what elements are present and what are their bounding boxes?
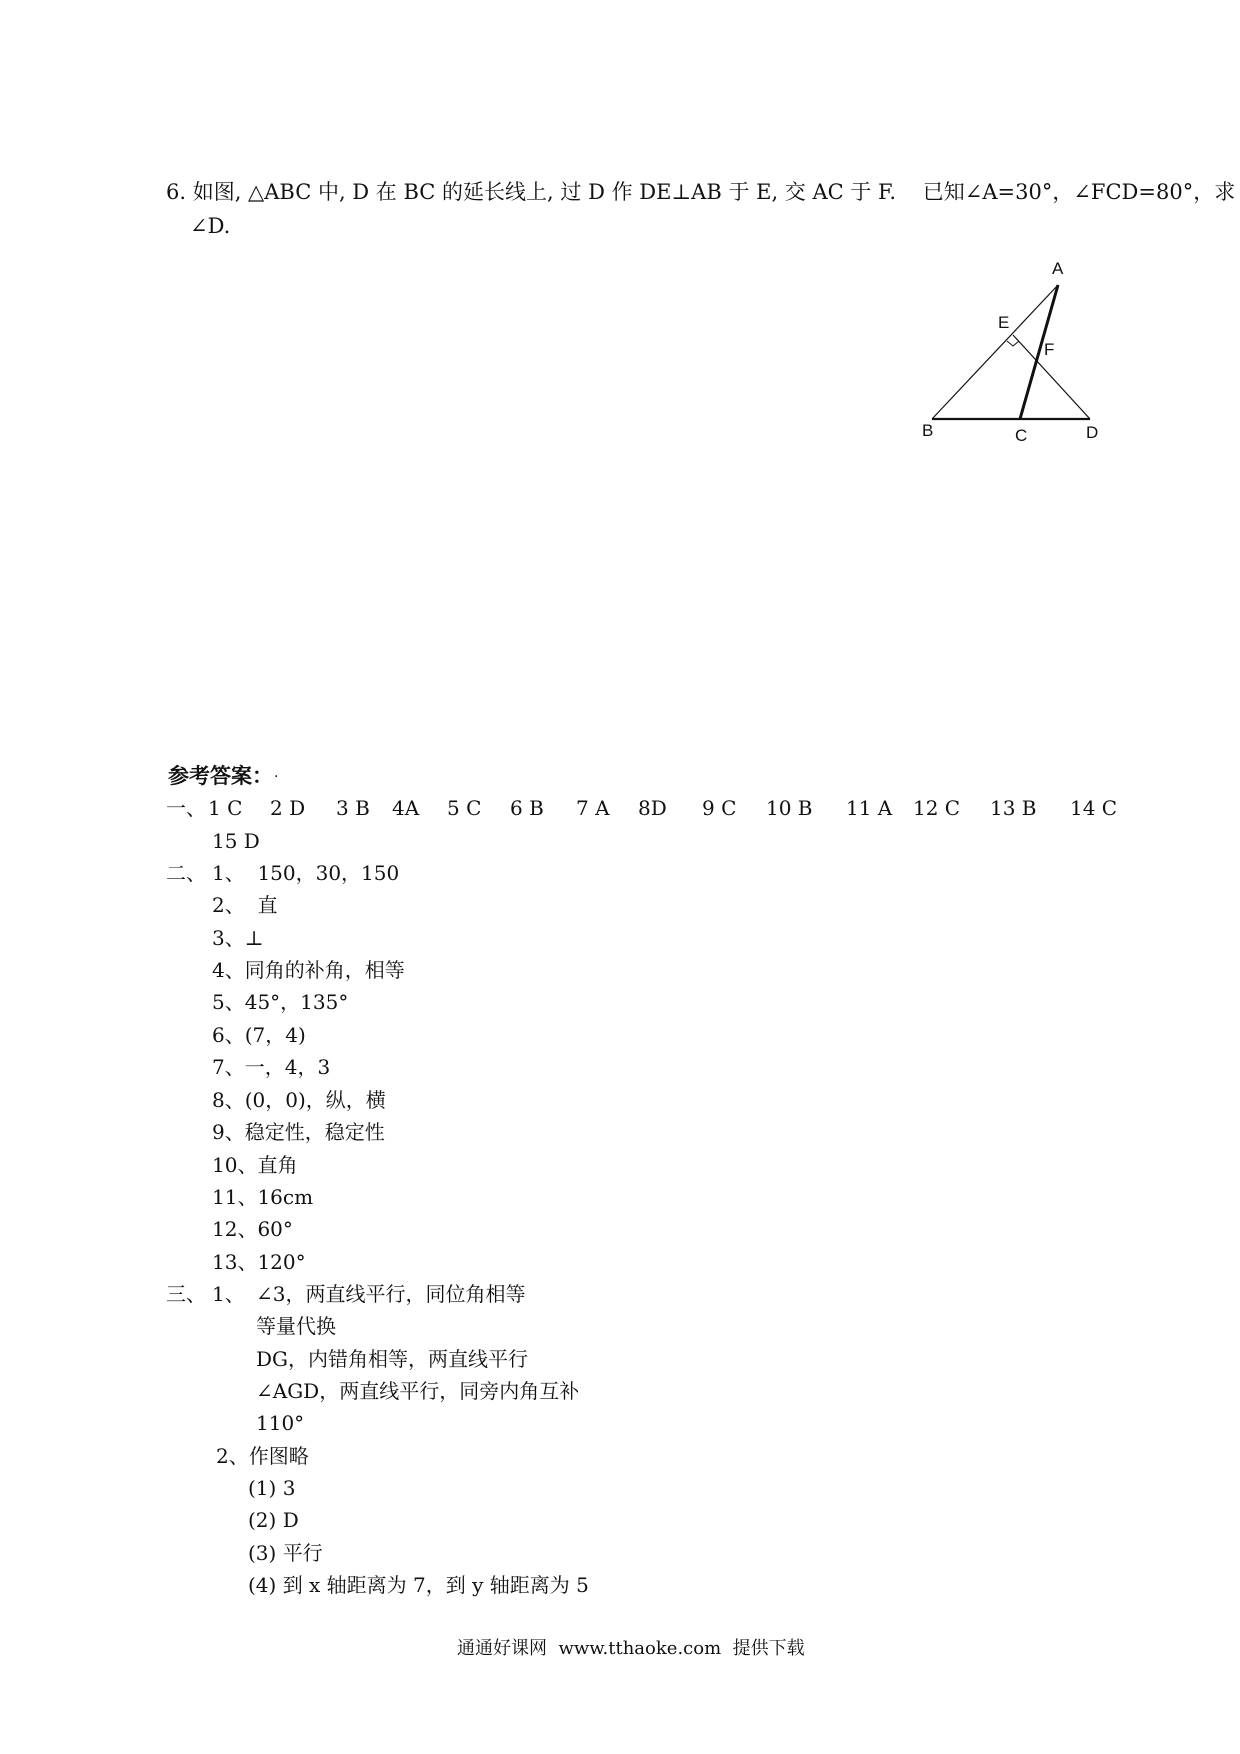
- stray-mark: .: [274, 765, 279, 781]
- proof-line: 110°: [256, 1411, 305, 1435]
- mcq-answer-last: 15 D: [212, 829, 260, 853]
- mcq-answer: 12 C: [913, 796, 961, 820]
- drawing-answer: (1) 3: [248, 1476, 296, 1500]
- proof-line: DG，内错角相等，两直线平行: [256, 1347, 529, 1371]
- fill-answer: 4、同角的补角，相等: [212, 958, 405, 982]
- mcq-answer: 13 B: [990, 796, 1037, 820]
- label-a: A: [1052, 259, 1064, 278]
- mcq-answer: 7 A: [576, 796, 610, 820]
- mcq-answer: 9 C: [702, 796, 737, 820]
- label-f: F: [1044, 340, 1055, 359]
- proof-line: ∠3，两直线平行，同位角相等: [256, 1282, 526, 1306]
- mcq-answer: 11 A: [846, 796, 893, 820]
- fill-answer: 12、60°: [212, 1217, 293, 1241]
- section-3-number: 三、: [166, 1282, 206, 1306]
- fill-answer: 7、一，4，3: [212, 1055, 331, 1079]
- proof-line: 等量代换: [256, 1314, 336, 1338]
- proof-line: ∠AGD，两直线平行，同旁内角互补: [256, 1379, 580, 1403]
- label-c: C: [1015, 426, 1028, 445]
- triangle-figure: [920, 255, 1120, 455]
- fill-answer: 1、 150，30，150: [212, 861, 400, 885]
- mcq-answer: 2 D: [270, 796, 306, 820]
- fill-answer: 10、直角: [212, 1153, 298, 1177]
- mcq-answer: 1 C: [208, 796, 243, 820]
- fill-answer: 8、(0，0)，纵，横: [212, 1088, 386, 1112]
- fill-answer: 3、⊥: [212, 926, 264, 950]
- fill-answer: 13、120°: [212, 1250, 306, 1274]
- mcq-answer: 10 B: [766, 796, 813, 820]
- label-b: B: [922, 421, 934, 440]
- question-line-2: ∠D.: [190, 214, 231, 238]
- mcq-answer: 8D: [638, 796, 667, 820]
- drawing-answer: (4) 到 x 轴距离为 7，到 y 轴距离为 5: [248, 1573, 589, 1597]
- mcq-answer: 6 B: [510, 796, 544, 820]
- mcq-answer: 3 B: [336, 796, 370, 820]
- label-e: E: [998, 313, 1010, 332]
- mcq-answer: 14 C: [1070, 796, 1118, 820]
- right-angle-mark: [1007, 341, 1019, 346]
- mcq-answer: 4A: [392, 796, 420, 820]
- page-footer: 通通好课网 www.tthaoke.com 提供下载: [457, 1638, 805, 1659]
- section-2-number: 二、: [166, 861, 206, 885]
- question-line-1: 6. 如图, △ABC 中, D 在 BC 的延长线上, 过 D 作 DE⊥AB 于 E, 交 AC 于 F. 已知∠A=30°，∠FCD=80°，求: [166, 180, 1236, 204]
- section-1-number: 一、: [166, 796, 206, 820]
- label-d: D: [1086, 423, 1099, 442]
- fill-answer: 5、45°，135°: [212, 990, 349, 1014]
- answers-heading: 参考答案：: [168, 764, 273, 788]
- fill-answer: 2、 直: [212, 893, 278, 917]
- drawing-answer: (2) D: [248, 1508, 299, 1532]
- fill-answer: 11、16cm: [212, 1185, 314, 1209]
- drawing-question: 2、作图略: [216, 1444, 309, 1468]
- mcq-answer: 5 C: [447, 796, 482, 820]
- fill-answer: 6、(7，4): [212, 1023, 306, 1047]
- proof-question-number: 1、: [212, 1282, 245, 1306]
- drawing-answer: (3) 平行: [248, 1541, 323, 1565]
- fill-answer: 9、稳定性，稳定性: [212, 1120, 385, 1144]
